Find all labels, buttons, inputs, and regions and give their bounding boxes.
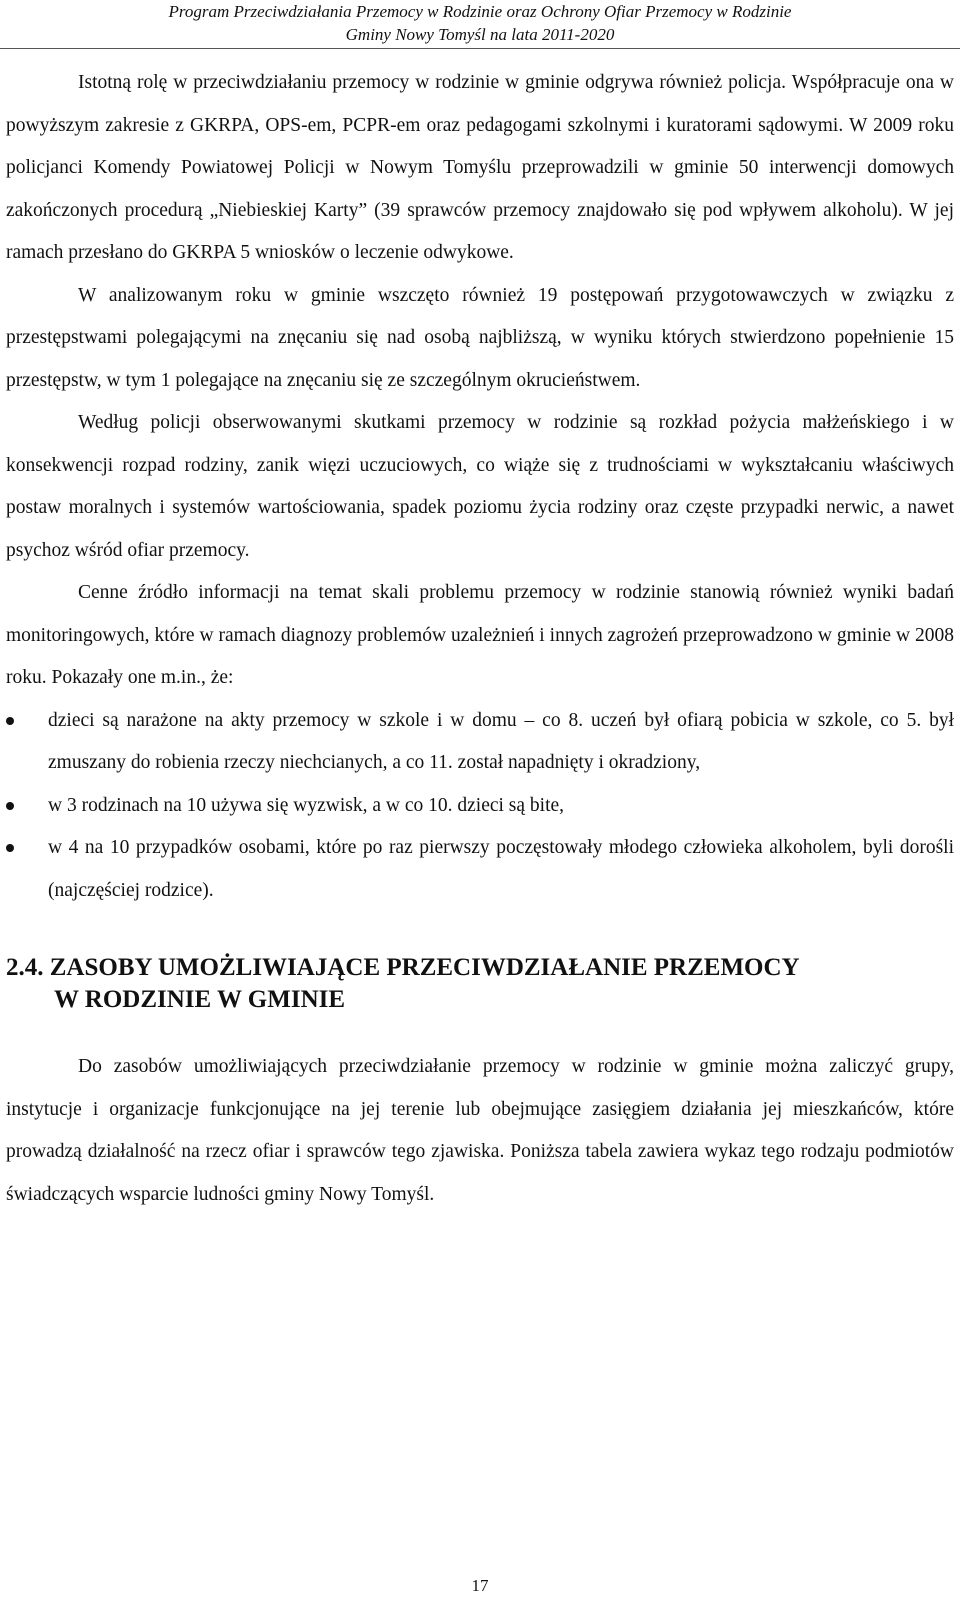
section-heading-line2: W RODZINIE W GMINIE	[54, 986, 346, 1013]
list-item	[6, 785, 954, 828]
list-item	[6, 700, 954, 785]
list-item	[6, 827, 954, 912]
findings-list	[6, 700, 954, 913]
bullet-icon	[6, 802, 14, 810]
paragraph-effects: Według policji obserwowanymi skutkami przemocy w rodzinie są rozkład pożycia małżeńskiego i w konsekwencji rozpad rodziny, zanik więzi uczuciowych, co wiąże się z trudnościami w wykształcaniu właściwych postaw moralnych i systemów wartościowania, spadek poziomu życia rodziny oraz częste przypadki nerwic, a nawet psychoz wśród ofiar przemocy.	[6, 412, 954, 561]
document-body	[6, 62, 954, 1216]
page-number: 17	[471, 1576, 489, 1595]
section-heading-line1: 2.4. ZASOBY UMOŻLIWIAJĄCE PRZECIWDZIAŁANIE PRZEMOCY	[6, 954, 800, 981]
header-title-line2: Gminy Nowy Tomyśl na lata 2011-2020	[345, 25, 615, 44]
list-item-text: dzieci są narażone na akty przemocy w szkole i w domu – co 8. uczeń był ofiarą pobicia w szkole, co 5. był zmuszany do robienia rzeczy niechcianych, a co 11. został napadnięty i okradziony,	[48, 709, 954, 773]
paragraph-police-role: Istotną rolę w przeciwdziałaniu przemocy w rodzinie w gminie odgrywa również policja. Współpracuje ona w powyższym zakresie z GKRPA, OPS-em, PCPR-em oraz pedagogami szkolnymi i kuratorami sądowymi. W 2009 roku policjanci Komendy Powiatowej Policji w Nowym Tomyślu przeprowadzili w gminie 50 interwencji domowych zakończonych procedurą „Niebieskiej Karty” (39 sprawców przemocy znajdowało się pod wpływem alkoholu). W jej ramach przesłano do GKRPA 5 wniosków o leczenie odwykowe.	[6, 72, 954, 263]
bullet-icon	[6, 844, 14, 852]
paragraph-resources: Do zasobów umożliwiających przeciwdziałanie przemocy w rodzinie w gminie można zaliczyć grupy, instytucje i organizacje funkcjonujące na jej terenie lub obejmujące zasięgiem działania jej mieszkańców, które prowadzą działalność na rzecz ofiar i sprawców tego zjawiska. Poniższa tabela zawiera wykaz tego rodzaju podmiotów świadczących wsparcie ludności gminy Nowy Tomyśl.	[6, 1056, 954, 1205]
list-item-text: w 4 na 10 przypadków osobami, które po raz pierwszy poczęstowały młodego człowieka alkoholem, byli dorośli (najczęściej rodzice).	[48, 837, 954, 901]
list-item-text: w 3 rodzinach na 10 używa się wyzwisk, a w co 10. dzieci są bite,	[48, 794, 565, 816]
paragraph-monitoring-research: Cenne źródło informacji na temat skali problemu przemocy w rodzinie stanowią również wyniki badań monitoringowych, które w ramach diagnozy problemów uzależnień i innych zagrożeń przeprowadzono w gminie w 2008 roku. Pokazały one m.in., że:	[6, 582, 954, 688]
running-header	[0, 0, 960, 49]
paragraph-proceedings: W analizowanym roku w gminie wszczęto również 19 postępowań przygotowawczych w związku z przestępstwami polegającymi na znęcaniu się nad osobą najbliższą, w wyniku których stwierdzono popełnienie 15 przestępstw, w tym 1 polegające na znęcaniu się ze szczególnym okrucieństwem.	[6, 284, 954, 391]
section-heading	[6, 952, 954, 1016]
bullet-icon	[6, 717, 14, 725]
header-title-line1: Program Przeciwdziałania Przemocy w Rodzinie oraz Ochrony Ofiar Przemocy w Rodzinie	[168, 2, 792, 21]
